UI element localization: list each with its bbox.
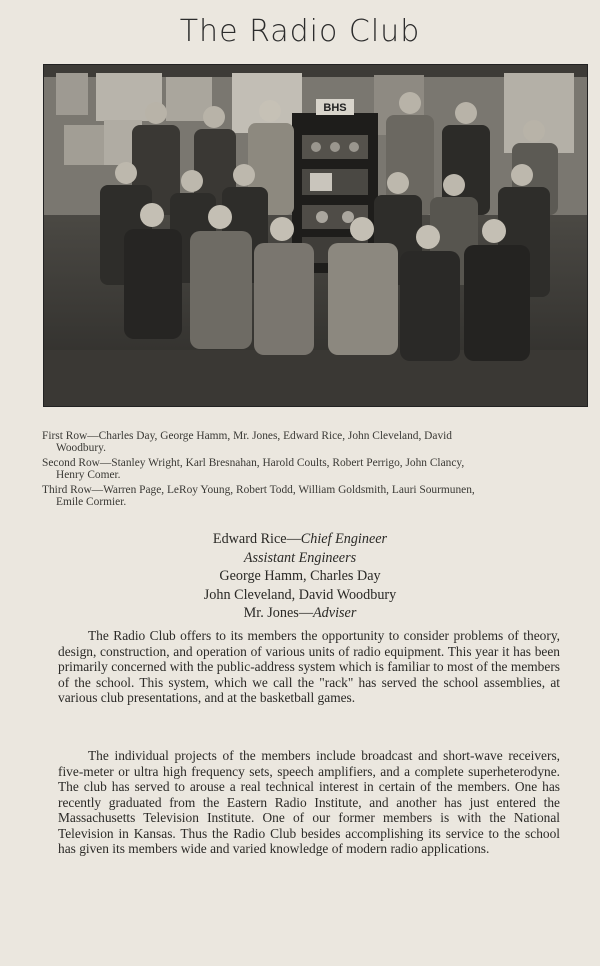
group-photo [43, 64, 588, 407]
officers-block [0, 530, 600, 623]
adviser-line: Mr. Jones—Adviser [243, 605, 357, 621]
caption-third-row-line2: Emile Cormier. [56, 496, 127, 508]
caption-first-row-line2: Woodbury. [56, 442, 106, 454]
chief-engineer-role: Chief Engineer [300, 531, 388, 547]
rack-sign-text: BHS [323, 102, 347, 114]
assistants-heading: Assistant Engineers [243, 549, 357, 566]
chief-engineer-name: Edward Rice [212, 531, 287, 547]
caption-third-row-line1: Third Row—Warren Page, LeRoy Young, Robert Todd, William Goldsmith, Lauri Sourmunen, [42, 484, 475, 496]
caption-second-row-line2: Henry Comer. [56, 469, 121, 481]
caption-first-row [42, 430, 587, 454]
group-photo-illustration [44, 65, 587, 406]
page-title: The Radio Club [179, 14, 421, 49]
body-paragraph-2: The individual projects of the members include broadcast and short-wave receivers, five-meter or ultra high frequency sets, speech amplifiers, and a complete superheterodyne. The club has served to arouse a real technical interest in certain of the members. One has recently graduated from the Eastern Radio Institute, and another has just entered the Massachusetts Television Institute. One of our former members is with the National Television in Kansas. Thus the Radio Club besides accomplishing its service to the school has given its members wide and varied knowledge of modern radio applications. [58, 748, 560, 856]
caption-second-row [42, 457, 587, 481]
caption-third-row [42, 484, 587, 508]
adviser-name: Mr. Jones [243, 605, 299, 621]
caption-first-row-line1: First Row—Charles Day, George Hamm, Mr. Jones, Edward Rice, John Cleveland, David [42, 430, 452, 442]
caption-second-row-line1: Second Row—Stanley Wright, Karl Bresnahan, Harold Coults, Robert Perrigo, John Clancy, [42, 457, 465, 469]
assistants-line-2: John Cleveland, David Woodbury [203, 586, 397, 603]
assistants-line-1: George Hamm, Charles Day [219, 568, 381, 584]
body-paragraph-1: The Radio Club offers to its members the opportunity to consider problems of theory, design, construction, and operation of various units of radio equipment. This year it has been primarily concerned with the public-address system which is familiar to most of the members of the school. This system, which we call the "rack" has served the school assemblies, at various club presentations, and at the basketball games. [58, 628, 560, 705]
chief-engineer-line: Edward Rice—Chief Engineer [212, 531, 388, 547]
adviser-role: Adviser [313, 605, 357, 621]
